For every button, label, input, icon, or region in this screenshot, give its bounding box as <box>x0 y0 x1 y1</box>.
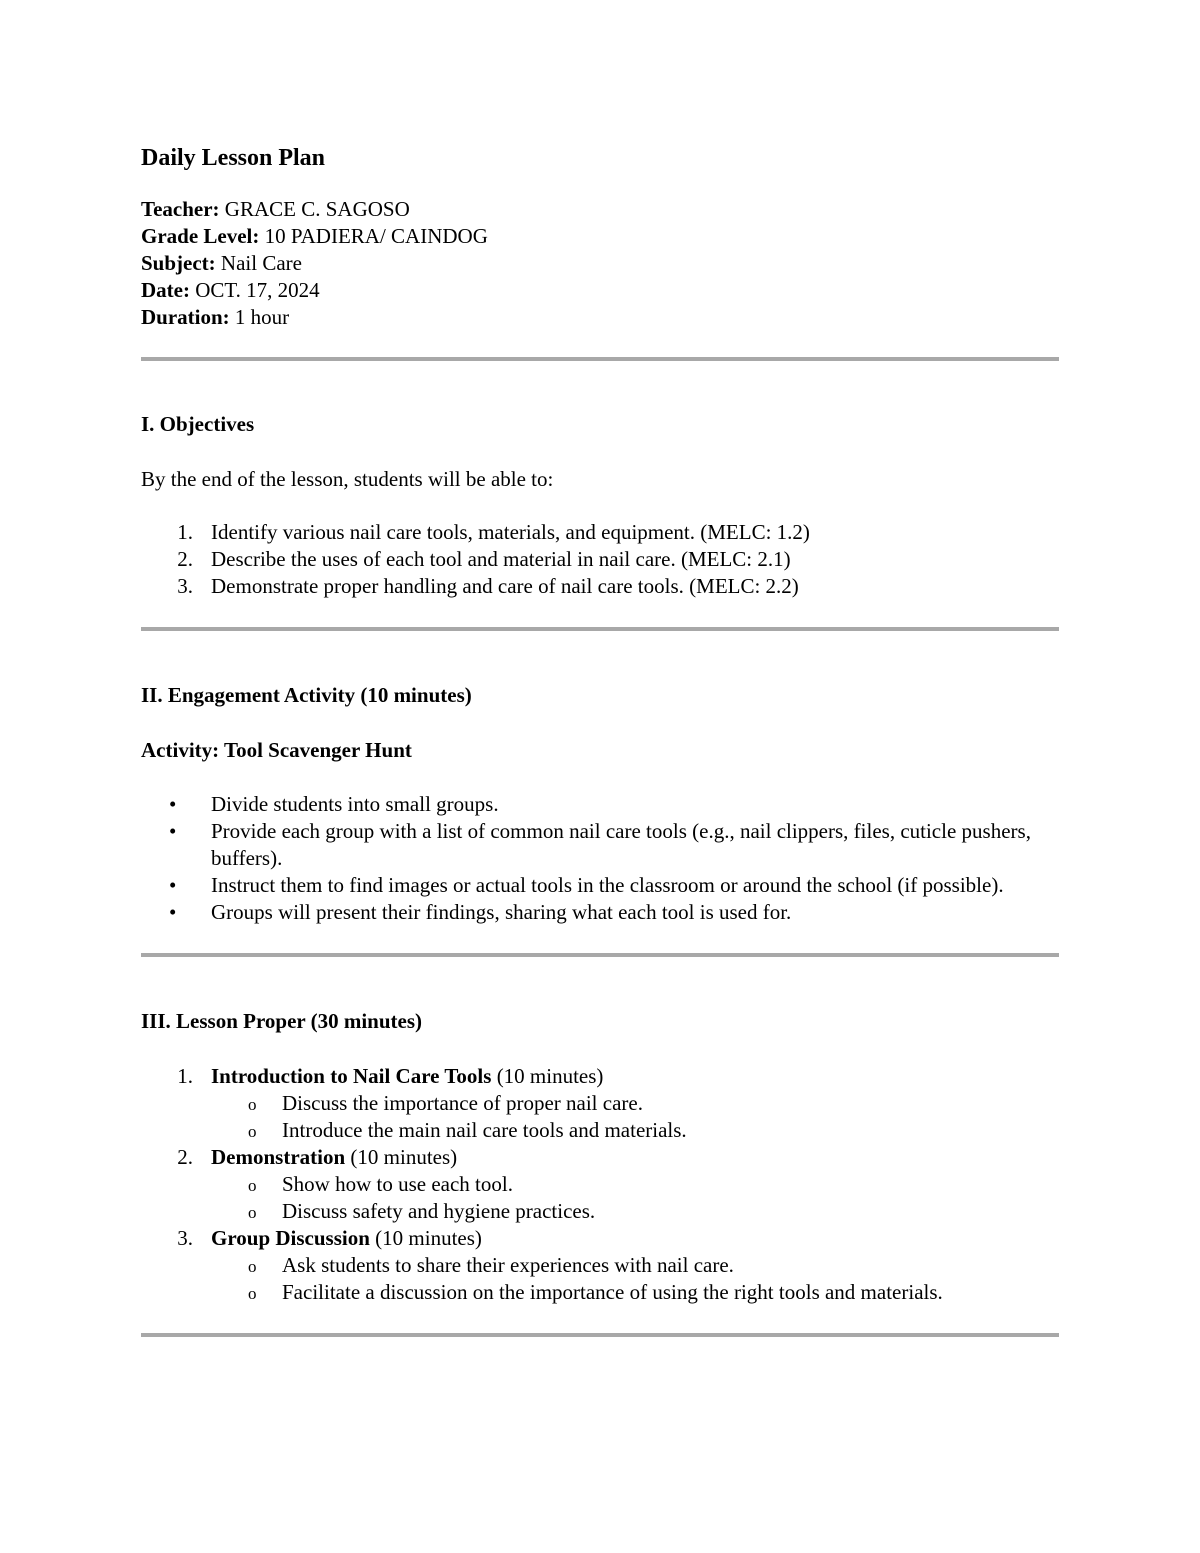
lesson-heading: III. Lesson Proper (30 minutes) <box>141 1009 422 1033</box>
subject-value: Nail Care <box>220 251 302 275</box>
teacher-line <box>141 196 1061 223</box>
list-item <box>141 899 1061 926</box>
list-number: 2. <box>177 1145 193 1169</box>
sub-list-item <box>141 1198 1061 1225</box>
list-item-text: Groups will present their findings, sharing what each tool is used for. <box>211 900 792 924</box>
list-item <box>141 1144 1061 1171</box>
subject-line <box>141 250 1061 277</box>
list-item-text: Provide each group with a list of common nail care tools (e.g., nail clippers, files, cuticle pushers, buffers). <box>211 819 1031 870</box>
duration-value: 1 hour <box>234 305 290 329</box>
sub-item-text: Discuss safety and hygiene practices. <box>282 1199 596 1223</box>
list-item <box>141 519 1061 546</box>
date-value: OCT. 17, 2024 <box>195 278 320 302</box>
duration-line <box>141 304 1061 331</box>
objectives-intro: By the end of the lesson, students will be able to: <box>141 467 554 491</box>
grade-label: Grade Level: <box>141 224 260 248</box>
list-item-text: Identify various nail care tools, materials, and equipment. (MELC: 1.2) <box>211 520 810 544</box>
section-divider <box>141 1333 1059 1337</box>
circle-bullet-icon: o <box>248 1176 257 1195</box>
sub-list-item <box>141 1171 1061 1198</box>
list-item-text: Divide students into small groups. <box>211 792 499 816</box>
duration-label: Duration: <box>141 305 230 329</box>
list-item <box>141 1225 1061 1252</box>
engagement-list <box>141 791 1061 926</box>
list-number: 2. <box>177 547 193 571</box>
list-item-text: Describe the uses of each tool and material in nail care. (MELC: 2.1) <box>211 547 791 571</box>
teacher-value: GRACE C. SAGOSO <box>224 197 410 221</box>
lesson-step-time: (10 minutes) <box>369 1226 482 1250</box>
circle-bullet-icon: o <box>248 1122 257 1141</box>
circle-bullet-icon: o <box>248 1095 257 1114</box>
grade-line <box>141 223 1061 250</box>
list-item <box>141 1063 1061 1090</box>
sub-item-text: Facilitate a discussion on the importance of using the right tools and materials. <box>282 1280 943 1304</box>
list-item <box>141 573 1061 600</box>
bullet-icon: • <box>169 819 177 843</box>
date-label: Date: <box>141 278 190 302</box>
sub-list-item <box>141 1252 1061 1279</box>
list-number: 1. <box>177 1064 193 1088</box>
sub-list-item <box>141 1279 1061 1306</box>
lesson-step-time: (10 minutes) <box>345 1145 458 1169</box>
lesson-step-title: Introduction to Nail Care Tools <box>211 1064 492 1088</box>
sub-list-item <box>141 1090 1061 1117</box>
circle-bullet-icon: o <box>248 1284 257 1303</box>
document-body <box>141 140 1061 1337</box>
objectives-list <box>141 519 1061 600</box>
list-number: 3. <box>177 574 193 598</box>
section-divider <box>141 357 1059 361</box>
date-line <box>141 277 1061 304</box>
sub-item-text: Show how to use each tool. <box>282 1172 513 1196</box>
list-item <box>141 791 1061 818</box>
list-number: 3. <box>177 1226 193 1250</box>
sub-list-item <box>141 1117 1061 1144</box>
list-item <box>141 818 1061 872</box>
list-number: 1. <box>177 520 193 544</box>
list-item <box>141 872 1061 899</box>
subject-label: Subject: <box>141 251 216 275</box>
teacher-label: Teacher: <box>141 197 220 221</box>
page-title: Daily Lesson Plan <box>141 145 326 171</box>
sub-item-text: Ask students to share their experiences with nail care. <box>282 1253 734 1277</box>
bullet-icon: • <box>169 900 177 924</box>
circle-bullet-icon: o <box>248 1257 257 1276</box>
lesson-step-title: Demonstration <box>211 1145 346 1169</box>
list-item-text: Demonstrate proper handling and care of nail care tools. (MELC: 2.2) <box>211 574 799 598</box>
list-item-text: Instruct them to find images or actual tools in the classroom or around the school (if possible). <box>211 873 1004 897</box>
section-divider <box>141 627 1059 631</box>
list-item <box>141 546 1061 573</box>
bullet-icon: • <box>169 792 177 816</box>
sub-item-text: Discuss the importance of proper nail care. <box>282 1091 643 1115</box>
grade-value: 10 PADIERA/ CAINDOG <box>264 224 488 248</box>
lesson-step-title: Group Discussion <box>211 1226 370 1250</box>
activity-title: Activity: Tool Scavenger Hunt <box>141 738 412 762</box>
engagement-heading: II. Engagement Activity (10 minutes) <box>141 683 472 707</box>
objectives-heading: I. Objectives <box>141 412 255 436</box>
section-divider <box>141 953 1059 957</box>
sub-item-text: Introduce the main nail care tools and materials. <box>282 1118 687 1142</box>
lesson-step-time: (10 minutes) <box>491 1064 604 1088</box>
circle-bullet-icon: o <box>248 1203 257 1222</box>
bullet-icon: • <box>169 873 177 897</box>
lesson-list <box>141 1063 1061 1306</box>
